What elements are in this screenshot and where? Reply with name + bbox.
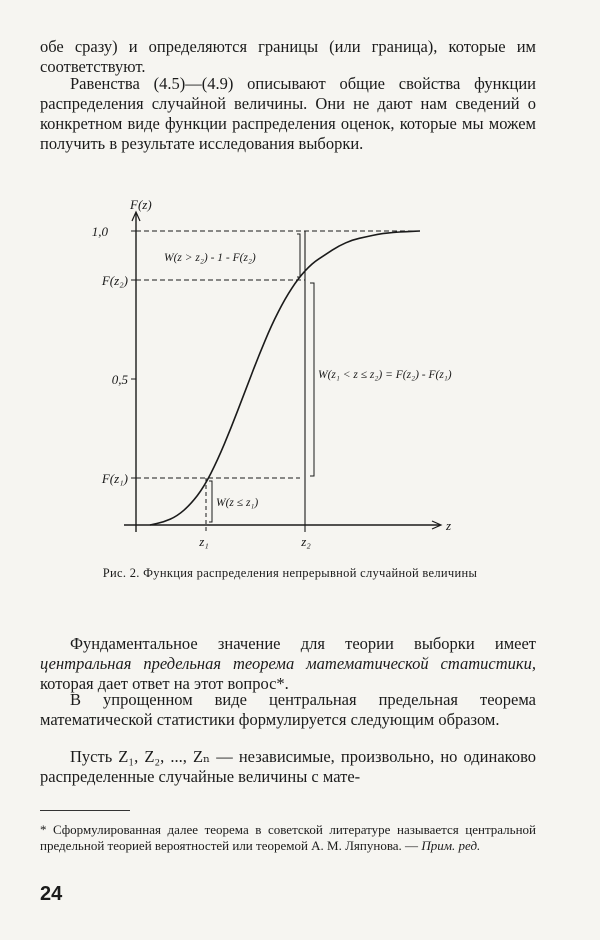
x-tick-label-z1: z₁ (199, 534, 209, 549)
annotation-lower-prob: W(z ≤ z₁) (216, 497, 259, 509)
footnote-editor-note: Прим. ред. (421, 838, 481, 853)
p3-text-start: Фундаментальное значение для теории выборки имеет (70, 634, 536, 653)
x-axis-label: z (446, 518, 452, 533)
paragraph-central-limit-theorem (40, 634, 536, 694)
paragraph-distribution-properties: Равенства (4.5)—(4.9) описывают общие свойства функции распределения случайной величины. Они не дают нам сведений о конкретном виде функции распределения оценок, которые мы можем получить в результате исследования выборки. (40, 74, 536, 153)
bracket-mid (310, 283, 314, 476)
page-number: 24 (40, 883, 63, 905)
bracket-low (209, 481, 212, 522)
annotation-upper-prob: W(z > z₂) - 1 - F(z₂) (164, 252, 256, 264)
x-tick-label-z2: z₂ (301, 534, 311, 549)
footnote-text: * Сформулированная далее теорема в советской литературе называется центральной предельной теорией вероятностей или теоремой А. М. Ляпунова. — (40, 822, 536, 853)
y-tick-label-fz2: F(z₂) (101, 273, 128, 288)
figure-caption: Рис. 2. Функция распределения непрерывной случайной величины (102, 566, 478, 580)
y-tick-label-1: 1,0 (91, 224, 108, 239)
y-tick-label-fz1: F(z₁) (101, 471, 128, 486)
annotation-interval-prob: W(z₁ < z ≤ z₂) = F(z₂) - F(z₁) (318, 369, 452, 381)
paragraph-let-z: Пусть Z₁, Z₂, ..., Zₙ — независимые, произвольно, но одинаково распределенные случайные величины с мате- (40, 747, 536, 786)
p3-text-end: которая дает ответ на этот вопрос*. (40, 674, 289, 693)
paragraph-continuation: обе сразу) и определяются границы (или граница), которые им соответствуют. (40, 37, 536, 76)
y-tick-label-05: 0,5 (111, 372, 128, 387)
footnote-rule (40, 810, 130, 811)
p3-italic-term: центральная предельная теорема математической статистики, (40, 654, 536, 673)
y-axis-label: F(z) (130, 197, 152, 212)
footnote (40, 822, 536, 854)
paragraph-simplified-form: В упрощенном виде центральная предельная теорема математической статистики формулируется следующим образом. (40, 690, 536, 729)
bracket-top (297, 234, 300, 277)
